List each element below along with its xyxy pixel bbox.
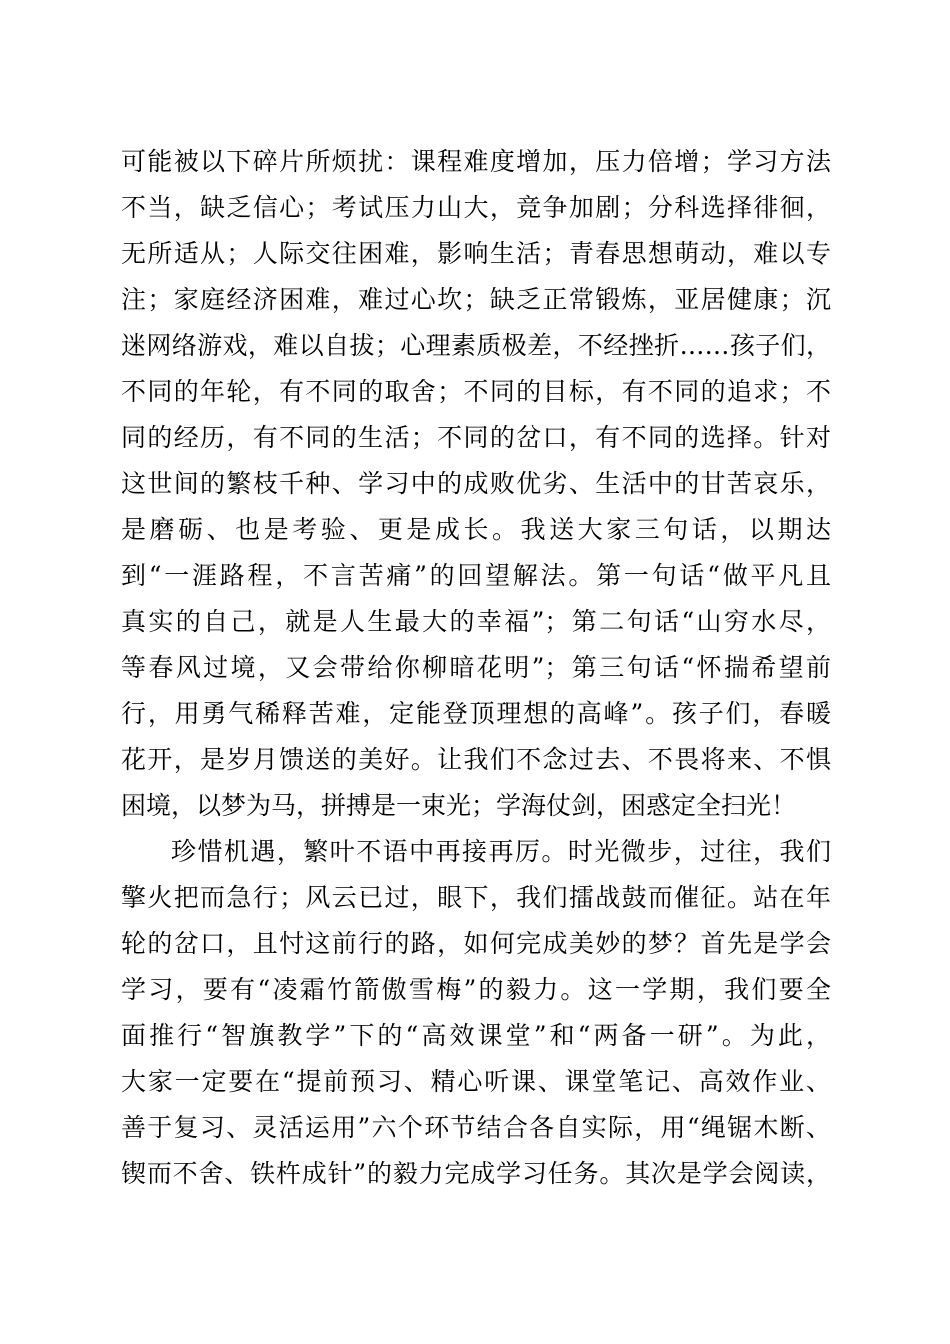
text-line: 注；家庭经济困难，难过心坎；缺乏正常锻炼，亚居健康；沉 bbox=[121, 285, 831, 314]
paragraph-first-line: 珍惜机遇，繁叶不语中再接再厉。时光微步，过往，我们 bbox=[171, 837, 831, 866]
text-line: 同的经历，有不同的生活；不同的岔口，有不同的选择。针对 bbox=[121, 423, 831, 452]
text-line: 这世间的繁枝千种、学习中的成败优劣、生活中的甘苦哀乐， bbox=[121, 469, 831, 498]
text-line: 大家一定要在“提前预习、精心听课、课堂笔记、高效作业、 bbox=[121, 1067, 831, 1096]
text-line: 真实的自己，就是人生最大的幸福”；第二句话“山穷水尽， bbox=[121, 607, 831, 636]
text-line: 不当，缺乏信心；考试压力山大，竞争加剧；分科选择徘徊， bbox=[121, 193, 831, 222]
text-line: 擎火把而急行；风云已过，眼下，我们擂战鼓而催征。站在年 bbox=[121, 883, 831, 912]
text-line: 锲而不舍、铁杵成针”的毅力完成学习任务。其次是学会阅读， bbox=[121, 1159, 831, 1188]
text-line: 善于复习、灵活运用”六个环节结合各自实际，用“绳锯木断、 bbox=[121, 1113, 831, 1142]
text-line: 行，用勇气稀释苦难，定能登顶理想的高峰”。孩子们，春暖 bbox=[121, 699, 831, 728]
text-line: 等春风过境，又会带给你柳暗花明”；第三句话“怀揣希望前 bbox=[121, 653, 831, 682]
text-line: 到“一涯路程，不言苦痛”的回望解法。第一句话“做平凡且 bbox=[121, 561, 831, 590]
text-line: 花开，是岁月馈送的美好。让我们不念过去、不畏将来、不惧 bbox=[121, 745, 831, 774]
text-line: 可能被以下碎片所烦扰：课程难度增加，压力倍增；学习方法 bbox=[121, 147, 831, 176]
text-line: 轮的岔口，且忖这前行的路，如何完成美妙的梦？首先是学会 bbox=[121, 929, 831, 958]
text-line: 是磨砺、也是考验、更是成长。我送大家三句话，以期达 bbox=[121, 515, 831, 544]
text-line: 学习，要有“凌霜竹箭傲雪梅”的毅力。这一学期，我们要全 bbox=[121, 975, 831, 1004]
text-line: 面推行“智旗教学”下的“高效课堂”和“两备一研”。为此， bbox=[121, 1021, 831, 1050]
text-line: 迷网络游戏，难以自拔；心理素质极差，不经挫折……孩子们， bbox=[121, 331, 831, 360]
paragraph-end-line: 困境，以梦为马，拼搏是一束光；学海仗剑，困惑定全扫光！ bbox=[121, 791, 797, 820]
text-line: 无所适从；人际交往困难，影响生活；青春思想萌动，难以专 bbox=[121, 239, 831, 268]
text-line: 不同的年轮，有不同的取舍；不同的目标，有不同的追求；不 bbox=[121, 377, 831, 406]
